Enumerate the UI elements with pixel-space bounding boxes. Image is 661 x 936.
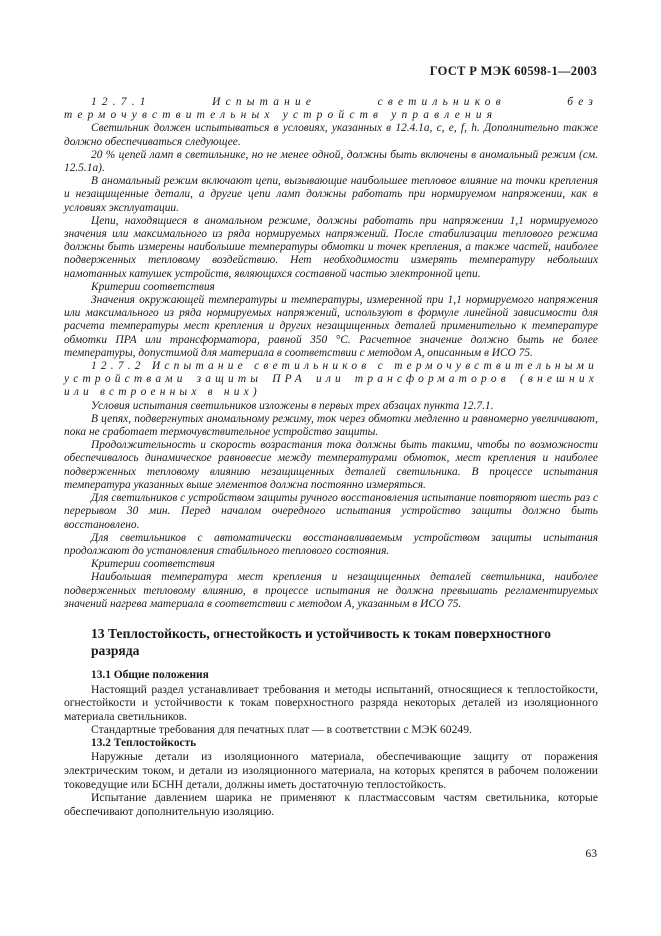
paragraph: Настоящий раздел устанавливает требования и методы испытаний, относящиеся к теплостойкости, огнестойкости и устойчивости к токам поверхностного разряда некоторых деталей из изоляционного материала светильников. [64, 682, 598, 723]
paragraph: Цепи, находящиеся в аномальном режиме, должны работать при напряжении 1,1 нормируемого значения или максимального из ряда нормируемых напряжений. После стабилизации теплового режима должны быть измерены наибольшие температуры обмотки и точек крепления, а также частей, наиболее подверженных тепловому воздействию. Нет необходимости измерять температуру небольших намотанных катушек устройств, являющихся составной частью электронной цепи. [64, 214, 598, 280]
clause-12-7-1-heading: 12.7.1 Испытание светильников без термочувствительных устройств управления [64, 96, 598, 122]
paragraph: Для светильников с устройством защиты ручного восстановления испытание повторяют шесть раз с перерывом 30 мин. Перед началом очередного испытания устройство защиты должно быть восстановлено. [64, 492, 598, 531]
paragraph: Наружные детали из изоляционного материала, обеспечивающие защиту от поражения электрическим током, и детали из изоляционного материала, на которых крепятся в рабочем положении токоведущие или БСНН детали, должны иметь достаточную теплостойкость. [64, 750, 598, 791]
paragraph: В цепях, подвергнутых аномальному режиму, ток через обмотки медленно и равномерно увеличивают, пока не сработает термочувствительное устройство защиты. [64, 412, 598, 439]
paragraph: Условия испытания светильников изложены в первых трех абзацах пункта 12.7.1. [91, 399, 494, 412]
compliance-criteria-label: Критерии соответствия [91, 280, 215, 293]
paragraph: Для светильников с автоматически восстанавливаемым устройством защиты испытания продолжают до установления стабильного теплового состояния. [64, 531, 598, 557]
clause-12-7-2-heading: 12.7.2 Испытание светильников с термочувствительными устройствами защиты ПРА или трансформаторов (внешних или встроенных в них) [64, 360, 598, 399]
paragraph: Испытание давлением шарика не применяют к пластмассовым частям светильника, которые обеспечивают дополнительную изоляцию. [64, 791, 598, 818]
subsection-13-1-heading: 13.1 Общие положения [91, 668, 209, 681]
paragraph: 20 % цепей ламп в светильнике, но не менее одной, должны быть включены в аномальный режим (см. 12.5.1а). [64, 148, 598, 175]
standard-header: ГОСТ Р МЭК 60598-1—2003 [429, 64, 597, 78]
paragraph: Наибольшая температура мест крепления и незащищенных деталей светильника, наиболее подверженных тепловому влиянию, в процессе испытания не должна превышать регламентируемых значений нагрева материала в соответствии с методом А, указанным в ИСО 75. [64, 571, 598, 610]
paragraph: Светильник должен испытываться в условиях, указанных в 12.4.1а, с, е, f, h. Дополнительно также должно обеспечиваться следующее. [64, 122, 598, 148]
paragraph: В аномальный режим включают цепи, вызывающие наибольшее тепловое влияние на точки крепления и незащищенные детали, а другие цепи ламп должны работать при нормируемом напряжении, как в условиях эксплуатации. [64, 175, 598, 214]
section-13-title: 13 Теплостойкость, огнестойкость и устойчивость к токам поверхностного разряда [91, 625, 551, 658]
paragraph: Значения окружающей температуры и температуры, измеренной при 1,1 нормируемого напряжения или максимального из ряда нормируемых напряжений, используют в формуле линейной зависимости для расчета температуры мест крепления и других незащищенных деталей применительно к температуре обмотки ПРА или трансформатора, равной 350 °С. Расчетное значение должно быть не более температуры, допустимой для материала в соответствии с методом А, описанным в ИСО 75. [64, 294, 598, 359]
page-body [64, 96, 598, 818]
paragraph: Продолжительность и скорость возрастания тока должны быть такими, чтобы по возможности обеспечивалось динамическое равновесие между температурами обмоток, мест крепления и наиболее подверженных тепловому влиянию незащищенных деталей светильника. В процессе испытания температура указанных выше элементов должна постоянно измеряться. [64, 439, 598, 491]
paragraph: Стандартные требования для печатных плат — в соответствии с МЭК 60249. [91, 723, 472, 737]
page-number: 63 [585, 848, 597, 860]
compliance-criteria-label: Критерии соответствия [91, 558, 215, 571]
subsection-13-2-heading: 13.2 Теплостойкость [91, 736, 197, 749]
